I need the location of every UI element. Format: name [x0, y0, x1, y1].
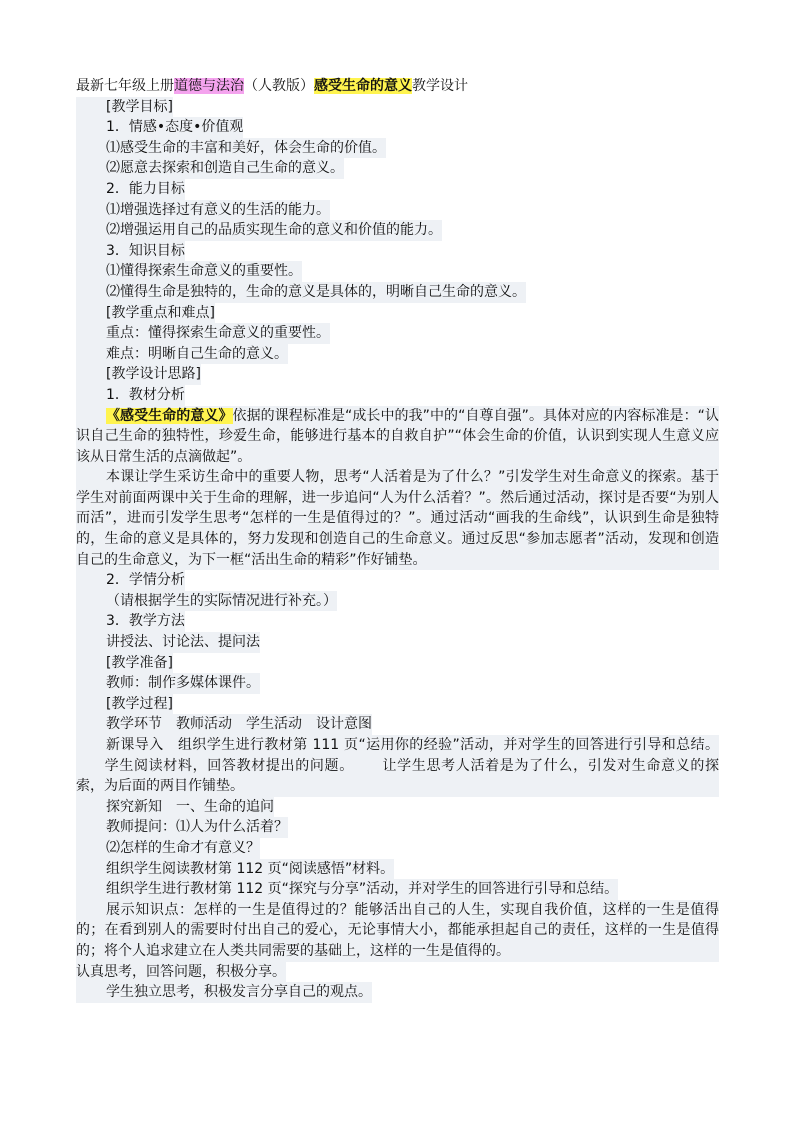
read-task: 组织学生阅读教材第 112 页“阅读感悟”材料。 [76, 859, 394, 880]
explore-title: 一、生命的追问 [176, 798, 274, 815]
emotion-heading: 1．情感•态度•价值观 [76, 117, 243, 138]
keypoints-key: 重点：懂得探索生命意义的重要性。 [76, 323, 330, 344]
knowledge-item-2: ⑵懂得生命是独特的，生命的意义是具体的，明晰自己生命的意义。 [76, 282, 526, 303]
keypoints-heading: [教学重点和难点] [76, 303, 215, 324]
material-text-1: 依据的课程标准是“成长中的我”中的“自尊自强”。具体对应的内容标准是：“认识自己生命的独特性，珍爱生命，能够进行基本的自救自护”“体会生命的价值，认识到实现人生意义应该从日常生活的点滴做起”。 [76, 407, 719, 465]
student-share: 学生独立思考，积极发言分享自己的观点。 [76, 982, 372, 1003]
title-edition: （人教版） [244, 78, 314, 94]
preparation-text: 教师：制作多媒体课件。 [76, 673, 260, 694]
learner-text: （请根据学生的实际情况进行补充。） [76, 591, 337, 612]
intro-student: 学生阅读材料，回答教材提出的问题。 [104, 757, 354, 774]
question-label: 教师提问： [106, 819, 176, 836]
question-line-1 [76, 817, 288, 838]
intro-intent: 让学生思考人活着是为了什么，引发对生命意义的探索，为后面的两目作铺垫。 [76, 757, 720, 795]
title-suffix: 教学设计 [412, 78, 468, 94]
material-heading: 1．教材分析 [76, 385, 185, 406]
title-subject: 道德与法治 [174, 78, 244, 94]
document-title [76, 76, 468, 97]
title-prefix: 最新七年级上册 [76, 78, 174, 94]
material-paragraph-1 [76, 406, 719, 468]
knowledge-heading: 3．知识目标 [76, 241, 185, 262]
document-body [76, 76, 719, 1003]
intro-label: 新课导入 [106, 737, 164, 753]
ability-heading: 2．能力目标 [76, 179, 185, 200]
objectives-heading: [教学目标] [76, 97, 173, 118]
column-intent: 设计意图 [316, 716, 372, 733]
knowledge-paragraph: 展示知识点：怎样的一生是值得过的？能够活出自己的人生，实现自我价值，这样的一生是值得的；在看到别人的需要时付出自己的爱心，无论事情大小，都能承担起自己的责任，这样的一生是值得的；将个人追求建立在人类共同需要的基础上，这样的一生是值得的。 [76, 900, 719, 962]
explore-line [76, 797, 274, 818]
column-student: 学生活动 [246, 716, 302, 733]
material-paragraph-2: 本课让学生采访生命中的重要人物，思考“人活着是为了什么？”引发学生对生命意义的探索。基于学生对前面两课中关于生命的理解，进一步追问“人为什么活着？”。然后通过活动，探讨是否要“为别人而活”，进而引发学生思考“怎样的一生是值得过的？”。通过活动“画我的生命线”，认识到生命是独特的，生命的意义是具体的，努力发现和创造自己的生命意义。通过反思“参加志愿者”活动，发现和创造自己的生命意义，为下一框“活出生命的精彩”作好铺垫。 [76, 467, 719, 570]
design-heading: [教学设计思路] [76, 364, 201, 385]
title-lesson: 感受生命的意义 [314, 78, 412, 94]
question-1: ⑴人为什么活着？ [176, 819, 288, 836]
keypoints-difficult: 难点：明晰自己生命的意义。 [76, 344, 288, 365]
ability-item-2: ⑵增强运用自己的品质实现生命的意义和价值的能力。 [76, 220, 442, 241]
emotion-item-2: ⑵愿意去探索和创造自己生命的意义。 [76, 158, 344, 179]
column-teacher: 教师活动 [176, 716, 232, 733]
question-2: ⑵怎样的生命才有意义？ [76, 838, 260, 859]
learner-heading: 2．学情分析 [76, 570, 185, 591]
knowledge-item-1: ⑴懂得探索生命意义的重要性。 [76, 261, 302, 282]
method-heading: 3．教学方法 [76, 611, 185, 632]
share-task: 组织学生进行教材第 112 页“探究与分享”活动，并对学生的回答进行引导和总结。 [76, 879, 618, 900]
emotion-item-1: ⑴感受生命的丰富和美好，体会生命的价值。 [76, 138, 386, 159]
process-heading: [教学过程] [76, 694, 173, 715]
method-text: 讲授法、讨论法、提问法 [76, 632, 260, 653]
material-lesson: 《感受生命的意义》 [106, 407, 233, 424]
student-think: 认真思考，回答问题，积极分享。 [76, 962, 286, 983]
process-columns [76, 714, 372, 735]
ability-item-1: ⑴增强选择过有意义的生活的能力。 [76, 200, 330, 221]
explore-label: 探究新知 [106, 798, 162, 815]
intro-paragraph [76, 735, 719, 797]
column-stage: 教学环节 [106, 716, 162, 733]
intro-teacher: 组织学生进行教材第 111 页“运用你的经验”活动，并对学生的回答进行引导和总结。 [177, 737, 719, 753]
preparation-heading: [教学准备] [76, 653, 173, 674]
